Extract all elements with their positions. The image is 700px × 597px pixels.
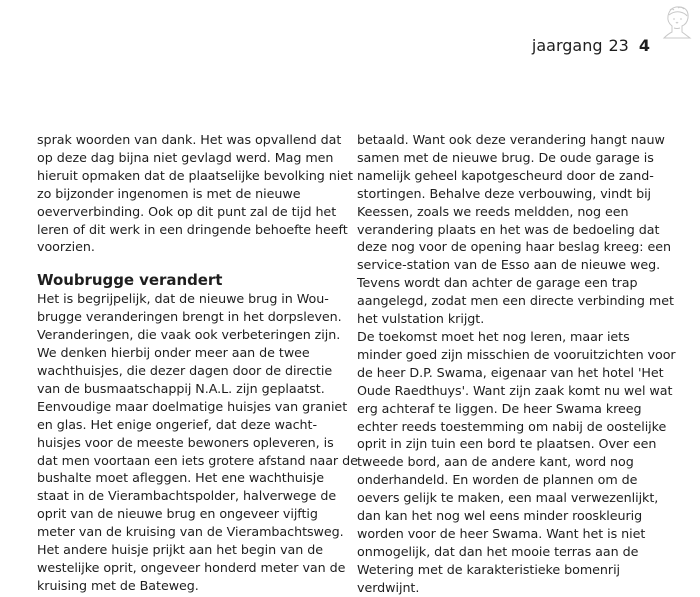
text-line: voorzien. [37,239,95,255]
text-line: oeververbinding. Ook op dit punt zal de tijd het [37,203,337,219]
text-line: oevers gelijk te maken, een maal verwezenlijkt, [357,490,659,506]
text-line: echter reeds toestemming om nabij de oostelijke [357,418,667,434]
page-number: 4 [638,36,650,55]
text-line: verdwijnt. [357,579,420,595]
text-line: zo bijzonder ingenomen is met de nieuwe [37,185,301,201]
text-line: namelijk geheel kapotgescheurd door de zand- [357,167,654,183]
text-line: onderhandeld. En worden de plannen om de [357,472,638,488]
text-line: Wetering met de karakteristieke bomenrij [357,561,621,577]
text-line: het vulstation krijgt. [357,311,485,327]
text-line: Veranderingen, die vaak ook verbeteringen zijn. [37,327,341,343]
left-column [37,131,358,595]
text-line: service-station van de Esso aan de nieuwe weg. [357,257,661,273]
text-line: sprak woorden van dank. Het was opvallend dat [37,132,342,147]
page-header [532,36,650,55]
text-line: oprit in zijn tuin een bord te plaatsen. Over een [357,436,657,452]
text-line: Oude Raedthuys'. Want zijn zaak komt nu wel wat [357,382,673,398]
section-paragraph [37,290,358,594]
volume-number: 23 [608,36,629,55]
section-heading: Woubrugge verandert [37,271,223,290]
text-line: erg achteraf te liggen. De heer Swama kreeg [357,400,642,416]
text-line: kruising met de Bateweg. [37,577,199,593]
text-line: leren of dit werk in een dringende behoefte heeft [37,221,348,237]
volume-label: jaargang [531,36,603,55]
text-line: Tevens wordt dan achter de garage een trap [357,275,638,291]
text-line: en glas. Het enige ongerief, dat deze wacht- [37,416,317,432]
text-line: stortingen. Behalve deze verbouwing, vindt bij [357,185,652,201]
right-column [357,131,677,597]
text-line: westelijke oprit, ongeveer honderd meter van de [37,559,346,575]
text-line: samen met de nieuwe brug. De oude garage is [357,149,654,165]
text-line: aangelegd, zodat men een directe verbinding met [357,293,674,309]
text-line: brugge veranderingen brengt in het dorpsleven. [37,309,342,325]
text-line: De toekomst moet het nog leren, maar iets [357,328,630,344]
text-line: van de busmaatschappij N.A.L. zijn geplaatst. [37,380,325,396]
text-line: oprit van de nieuwe brug en ongeveer vijftig [37,506,318,522]
text-line: staat in de Vierambachtspolder, halverwege de [37,488,337,504]
text-line: Het is begrijpelijk, dat de nieuwe brug in Wou- [37,291,329,307]
text-line: dan kan het nog wel eens minder rooskleurig [357,508,643,524]
text-line: minder goed zijn misschien de vooruitzichten voor [357,346,676,362]
text-line: Het andere huisje prijkt aan het begin van de [37,542,324,558]
text-line: We denken hierbij onder meer aan de twee [37,345,310,361]
text-line: dat men voortaan een iets grotere afstand naar de [37,452,358,468]
text-line: wachthuisjes, die dezer dagen door de directie [37,362,333,378]
text-line: worden voor de heer Swama. Want het is niet [357,525,646,541]
historical-society-seal-icon [660,2,694,42]
text-line: de heer D.P. Swama, eigenaar van het hotel 'Het [357,364,664,380]
text-line: deze nog voor de opening haar beslag kreeg: een [357,239,671,255]
text-line: Keessen, zoals we reeds meldden, nog een [357,203,629,219]
intro-paragraph [37,131,353,256]
text-line: verandering plaats en het was de bedoeling dat [357,221,660,237]
text-line: hieruit opmaken dat de plaatselijke bevolking niet [37,167,353,183]
text-line: huisjes voor de meeste bewoners opleveren, is [37,434,334,450]
text-line: Eenvoudige maar doelmatige huisjes van graniet [37,398,348,414]
text-line: op deze dag bijna niet gevlagd werd. Mag men [37,149,334,165]
text-line: bushalte moet afleggen. Het ene wachthuisje [37,470,324,486]
text-line: onmogelijk, dat dan het mooie terras aan de [357,543,639,559]
text-line: betaald. Want ook deze verandering hangt nauw [357,132,665,147]
text-line: meter van de kruising van de Vierambachtsweg. [37,524,344,540]
text-line: tweede bord, aan de andere kant, word nog [357,454,634,470]
